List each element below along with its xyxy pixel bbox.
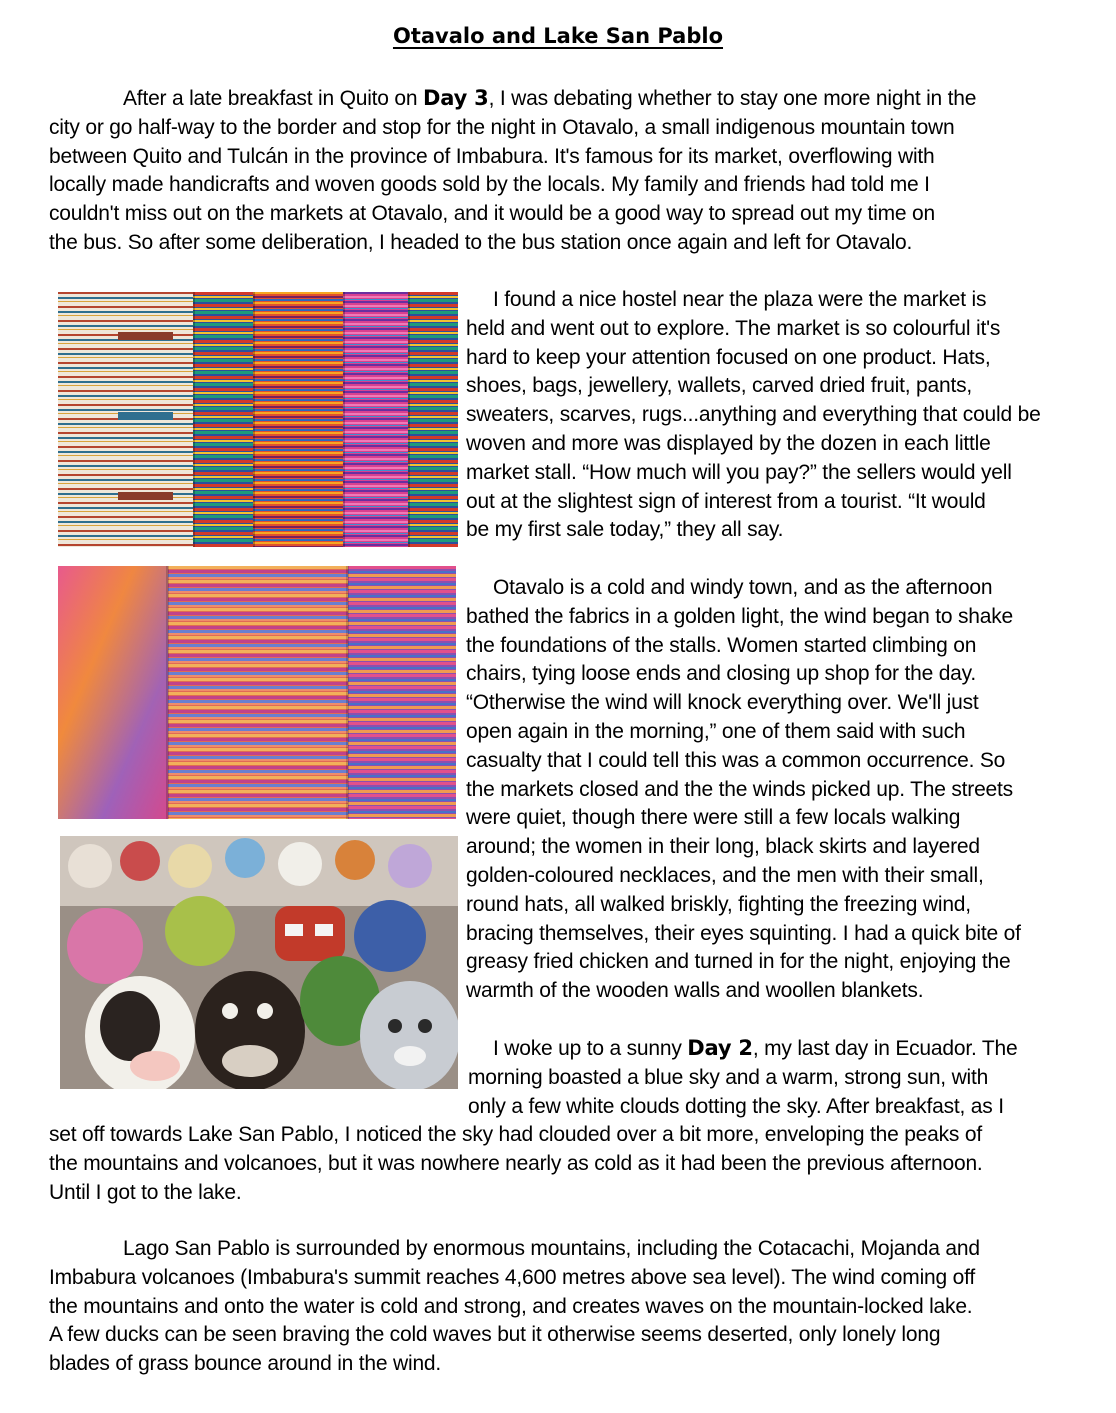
paragraph-market: I found a nice hostel near the plaza were the market is held and went out to explore. The market is so colourful it's hard to keep your attention focused on one product. Hats, shoes, bags, jewellery, wallets, carved dried fruit, pants, sweaters, scarves, rugs...anything and everything that could be woven and more was displayed by the dozen in each little market stall. “How much will you pay?” the sellers would yell out at the slightest sign of interest from a tourist. “It would be my first sale today,” they all say. (466, 288, 1041, 542)
day-3-emphasis: Day 3 (423, 86, 489, 110)
page-title: Otavalo and Lake San Pablo (392, 24, 724, 48)
paragraph-intro: After a late breakfast in Quito on Day 3, I was debating whether to stay one more night in the city or go half-way to the border and stop for the night in Otavalo, a small indigenous mountain town between Quito and Tulcán in the province of Imbabura. It's famous for its market, overflowing with locally made handicrafts and woven goods sold by the locals. My family and friends had told me I couldn't miss out on the markets at Otavalo, and it would be a good way to spread out my time on the bus. So after some deliberation, I headed to the bus station once again and left for Otavalo. (49, 86, 977, 254)
paragraph-windy-town: Otavalo is a cold and windy town, and as the afternoon bathed the fabrics in a golden light, the wind began to shake the foundations of the stalls. Women started climbing on chairs, tying loose ends and closing up shop for the day. “Otherwise the wind will knock everything over. We'll just open again in the morning,” one of them said with such casualty that I could tell this was a common occurrence. So the markets closed and the the winds picked up. The streets were quiet, though there were still a few locals walking around; the women in their long, black skirts and layered golden-coloured necklaces, and the men with their small, round hats, all walked briskly, fighting the freezing wind, bracing themselves, their eyes squinting. I had a quick bite of greasy fried chicken and turned in for the night, enjoying the warmth of the wooden walls and woollen blankets. (466, 576, 1021, 1003)
paragraph-lago-san-pablo: Lago San Pablo is surrounded by enormous mountains, including the Cotacachi, Mojanda and Imbabura volcanoes (Imbabura's summit reaches 4,600 metres above sea level). The wind coming off the mountains and onto the water is cold and strong, and creates waves on the mountain-locked lake. A few ducks can be seen braving the cold waves but it otherwise seems deserted, only lonely long blades of grass bounce around in the wind. (49, 1237, 980, 1376)
folded-scarves-photo (58, 566, 456, 819)
day-2-emphasis: Day 2 (687, 1036, 753, 1060)
woven-textiles-photo (58, 292, 458, 547)
paragraph-day-2: I woke up to a sunny Day 2, my last day in Ecuador. The morning boasted a blue sky and a warm, strong sun, with only a few white clouds dotting the sky. After breakfast, as I set off towards Lake San Pablo, I noticed the sky had clouded over a bit more, enveloping the peaks of the mountains and volcanoes, but it was nowhere nearly as cold as it had been the previous afternoon. Until I got to the lake. (49, 1036, 1018, 1204)
